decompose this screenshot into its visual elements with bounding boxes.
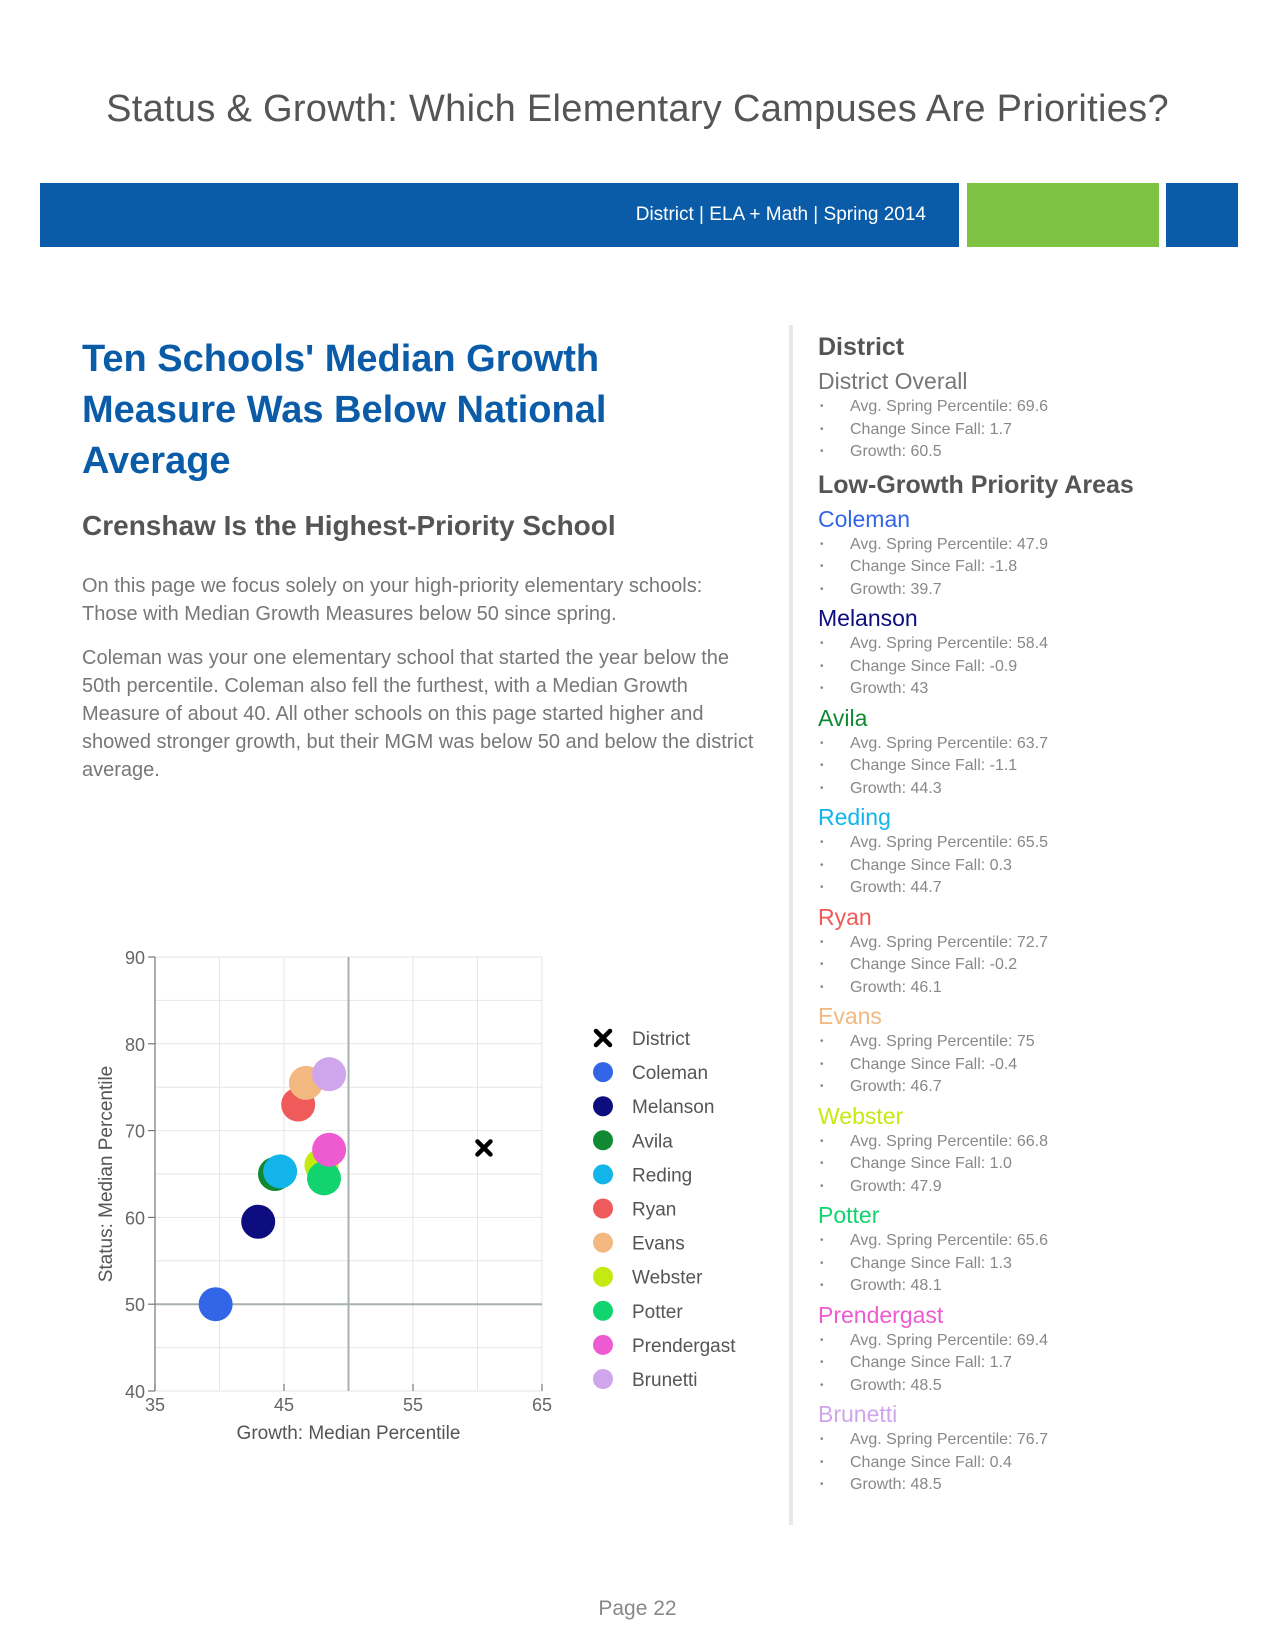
sidebar-priority-heading: Low-Growth Priority Areas xyxy=(818,470,1134,499)
legend-marker-avila xyxy=(593,1130,613,1150)
legend-marker-brunetti xyxy=(593,1369,613,1389)
stat-avg-spring: • Avg. Spring Percentile: 75 xyxy=(818,1031,1258,1054)
legend-marker-ryan xyxy=(593,1199,613,1219)
stat-avg-spring: • Avg. Spring Percentile: 58.4 xyxy=(818,633,1258,656)
stat-growth: • Growth: 60.5 xyxy=(818,441,1258,464)
legend-label-reding: Reding xyxy=(632,1165,693,1187)
stat-change-since-fall: • Change Since Fall: -0.2 xyxy=(818,954,1258,977)
stat-growth: • Growth: 43 xyxy=(818,678,1258,701)
stat-growth: • Growth: 47.9 xyxy=(818,1176,1258,1199)
sidebar-school-name-ryan: Ryan xyxy=(818,903,872,930)
point-reding xyxy=(263,1154,297,1188)
point-coleman xyxy=(199,1287,233,1321)
x-tick-label: 55 xyxy=(402,1395,424,1415)
legend-label-potter: Potter xyxy=(632,1301,683,1323)
sidebar-district-stats xyxy=(818,396,1258,464)
stat-avg-spring: • Avg. Spring Percentile: 66.8 xyxy=(818,1131,1258,1154)
stat-growth: • Growth: 46.1 xyxy=(818,977,1258,1000)
sidebar-district-heading: District xyxy=(818,333,905,361)
y-tick-label: 60 xyxy=(124,1208,145,1229)
sidebar-school-name-evans: Evans xyxy=(818,1003,882,1029)
sidebar-school-stats-coleman xyxy=(818,534,1258,602)
legend-label-district: District xyxy=(632,1029,691,1050)
legend-marker-potter xyxy=(593,1301,613,1321)
sidebar-school-stats-reding xyxy=(818,832,1258,900)
page-number: Page 22 xyxy=(598,1597,677,1620)
stat-change-since-fall: • Change Since Fall: -0.9 xyxy=(818,656,1258,679)
stat-growth: • Growth: 48.5 xyxy=(818,1474,1258,1497)
sidebar-school-name-coleman: Coleman xyxy=(818,505,911,532)
y-tick-label: 90 xyxy=(124,948,145,968)
x-tick-label: 45 xyxy=(273,1395,295,1415)
legend-label-webster: Webster xyxy=(632,1267,703,1289)
report-scope-label: District | ELA + Math | Spring 2014 xyxy=(635,204,926,225)
stat-avg-spring: • Avg. Spring Percentile: 72.7 xyxy=(818,932,1258,955)
stat-change-since-fall: • Change Since Fall: 0.4 xyxy=(818,1452,1258,1475)
point-potter xyxy=(307,1161,341,1195)
sidebar-school-name-potter: Potter xyxy=(818,1202,880,1228)
section-subheading: Crenshaw Is the Highest-Priority School xyxy=(82,510,616,541)
stat-change-since-fall: • Change Since Fall: 1.0 xyxy=(818,1153,1258,1176)
stat-change-since-fall: • Change Since Fall: -1.1 xyxy=(818,755,1258,778)
stat-change-since-fall: • Change Since Fall: 1.7 xyxy=(818,1352,1258,1375)
y-tick-label: 40 xyxy=(124,1382,145,1402)
school-summary-sidebar xyxy=(818,330,1258,1497)
stat-growth: • Growth: 44.3 xyxy=(818,778,1258,801)
stat-change-since-fall: • Change Since Fall: -0.4 xyxy=(818,1054,1258,1077)
sidebar-school-stats-avila xyxy=(818,733,1258,801)
sidebar-district-overall-name: District Overall xyxy=(818,368,968,394)
legend-marker-reding xyxy=(593,1164,613,1184)
stat-avg-spring: • Avg. Spring Percentile: 69.6 xyxy=(818,396,1258,419)
sidebar-school-stats-brunetti xyxy=(818,1429,1258,1497)
sidebar-school-name-avila: Avila xyxy=(818,704,868,731)
stat-change-since-fall: • Change Since Fall: 1.3 xyxy=(818,1253,1258,1276)
intro-paragraph: On this page we focus solely on your high-priority elementary schools: Those with Median Growth Measures below 50 since spring. xyxy=(82,575,703,625)
section-heading: Ten Schools' Median Growth Measure Was Below National Average xyxy=(82,338,607,482)
sidebar-school-name-melanson: Melanson xyxy=(818,605,918,631)
stat-avg-spring: • Avg. Spring Percentile: 63.7 xyxy=(818,733,1258,756)
stat-change-since-fall: • Change Since Fall: 1.7 xyxy=(818,419,1258,442)
legend-label-brunetti: Brunetti xyxy=(632,1370,698,1391)
y-tick-label: 70 xyxy=(124,1121,145,1142)
legend-label-melanson: Melanson xyxy=(632,1097,715,1119)
sidebar-school-stats-evans xyxy=(818,1031,1258,1099)
school-list xyxy=(818,504,1258,1497)
sidebar-school-stats-potter xyxy=(818,1230,1258,1298)
legend-label-evans: Evans xyxy=(632,1233,685,1255)
legend-marker-webster xyxy=(593,1267,613,1287)
stat-growth: • Growth: 44.7 xyxy=(818,877,1258,900)
chart-points xyxy=(199,1057,491,1321)
stat-growth: • Growth: 48.1 xyxy=(818,1275,1258,1298)
column-divider xyxy=(789,325,793,1525)
point-prendergast xyxy=(312,1133,346,1167)
point-brunetti xyxy=(312,1057,346,1091)
stat-avg-spring: • Avg. Spring Percentile: 76.7 xyxy=(818,1429,1258,1452)
stat-avg-spring: • Avg. Spring Percentile: 65.5 xyxy=(818,832,1258,855)
stat-growth: • Growth: 46.7 xyxy=(818,1076,1258,1099)
sidebar-school-stats-melanson xyxy=(818,633,1258,701)
sidebar-school-name-webster: Webster xyxy=(818,1102,904,1129)
stat-avg-spring: • Avg. Spring Percentile: 69.4 xyxy=(818,1330,1258,1353)
x-axis-label: Growth: Median Percentile xyxy=(236,1423,461,1444)
legend-marker-evans xyxy=(593,1233,613,1253)
legend-marker-prendergast xyxy=(593,1335,613,1355)
sidebar-school-stats-webster xyxy=(818,1131,1258,1199)
y-axis-label: Status: Median Percentile xyxy=(96,1065,117,1283)
legend-marker-coleman xyxy=(593,1062,613,1082)
stat-growth: • Growth: 48.5 xyxy=(818,1375,1258,1398)
y-tick-label: 50 xyxy=(124,1295,145,1316)
stat-avg-spring: • Avg. Spring Percentile: 65.6 xyxy=(818,1230,1258,1253)
stat-change-since-fall: • Change Since Fall: 0.3 xyxy=(818,855,1258,878)
legend-label-ryan: Ryan xyxy=(632,1199,677,1221)
detail-paragraph: Coleman was your one elementary school that started the year below the 50th percentile. Coleman also fell the furthest, with a Median Growth Measure of about 40. All other schools on this page started higher and showed stronger growth, but their MGM was below 50 and below the district average. xyxy=(82,647,754,781)
point-district xyxy=(477,1141,490,1154)
stat-growth: • Growth: 39.7 xyxy=(818,579,1258,602)
x-tick-label: 65 xyxy=(531,1395,553,1415)
sidebar-school-name-prendergast: Prendergast xyxy=(818,1301,944,1328)
legend-label-avila: Avila xyxy=(632,1131,673,1153)
x-tick-label: 35 xyxy=(144,1395,166,1415)
legend-label-prendergast: Prendergast xyxy=(632,1335,736,1357)
stat-change-since-fall: • Change Since Fall: -1.8 xyxy=(818,556,1258,579)
y-tick-label: 80 xyxy=(124,1034,145,1055)
legend-marker-melanson xyxy=(593,1096,613,1116)
sidebar-school-stats-prendergast xyxy=(818,1330,1258,1398)
sidebar-school-name-reding: Reding xyxy=(818,804,891,830)
stat-avg-spring: • Avg. Spring Percentile: 47.9 xyxy=(818,534,1258,557)
legend-marker-district xyxy=(596,1031,610,1045)
point-melanson xyxy=(241,1205,275,1239)
sidebar-school-stats-ryan xyxy=(818,932,1258,1000)
sidebar-school-name-brunetti: Brunetti xyxy=(818,1401,898,1427)
page-title: Status & Growth: Which Elementary Campuses Are Priorities? xyxy=(106,88,1169,130)
legend-label-coleman: Coleman xyxy=(632,1063,709,1085)
chart-legend xyxy=(593,1029,736,1391)
